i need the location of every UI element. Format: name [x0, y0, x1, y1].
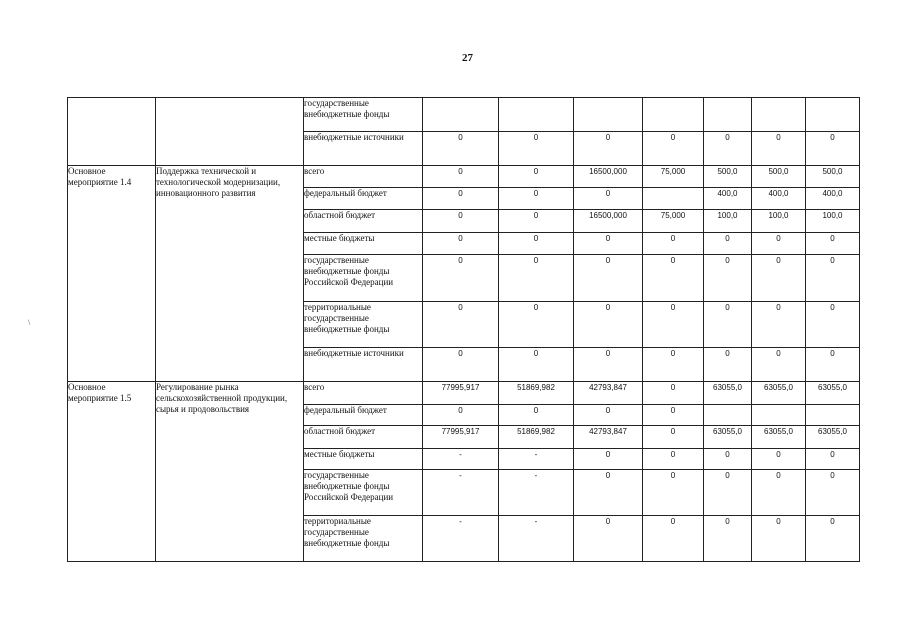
amount-cell: 51869,982	[499, 382, 574, 405]
amount-cell: 400,0	[704, 188, 752, 210]
amount-cell	[643, 188, 704, 210]
activity-description-cell: Поддержка технической и технологической модернизации, инновационного развития	[156, 166, 304, 382]
amount-cell	[704, 405, 752, 426]
funding-source-cell: внебюджетные источники	[304, 348, 423, 382]
amount-cell	[806, 98, 860, 132]
amount-cell: 0	[704, 449, 752, 470]
activity-name-cell: Основное мероприятие 1.4	[68, 166, 156, 382]
funding-source-cell: местные бюджеты	[304, 449, 423, 470]
funding-source-cell: всего	[304, 166, 423, 188]
table-row	[68, 98, 860, 132]
amount-cell: 500,0	[752, 166, 806, 188]
amount-cell: 0	[752, 348, 806, 382]
amount-cell: 63055,0	[704, 426, 752, 449]
funding-source-cell: государственные внебюджетные фонды	[304, 98, 423, 132]
amount-cell: 0	[643, 516, 704, 562]
amount-cell: -	[423, 470, 499, 516]
amount-cell: 77995,917	[423, 382, 499, 405]
amount-cell: 500,0	[806, 166, 860, 188]
amount-cell	[499, 98, 574, 132]
amount-cell: -	[423, 516, 499, 562]
amount-cell: 0	[499, 405, 574, 426]
amount-cell: 0	[806, 132, 860, 166]
amount-cell: 63055,0	[806, 382, 860, 405]
amount-cell	[643, 98, 704, 132]
amount-cell	[806, 405, 860, 426]
activity-description-cell: Регулирование рынка сельскохозяйственной продукции, сырья и продовольствия	[156, 382, 304, 562]
amount-cell: 16500,000	[574, 166, 643, 188]
table-row	[68, 166, 860, 188]
funding-source-cell: всего	[304, 382, 423, 405]
amount-cell: 0	[643, 348, 704, 382]
funding-source-cell: государственные внебюджетные фонды Российской Федерации	[304, 255, 423, 302]
amount-cell: 0	[574, 233, 643, 255]
amount-cell	[752, 405, 806, 426]
amount-cell: 0	[806, 302, 860, 348]
amount-cell: 0	[752, 255, 806, 302]
amount-cell: 75,000	[643, 166, 704, 188]
amount-cell: 400,0	[806, 188, 860, 210]
amount-cell: 0	[806, 516, 860, 562]
funding-source-cell: территориальные государственные внебюджетные фонды	[304, 302, 423, 348]
amount-cell: 0	[643, 426, 704, 449]
amount-cell: 0	[423, 405, 499, 426]
amount-cell: -	[499, 470, 574, 516]
table-row	[68, 382, 860, 405]
funding-source-cell: областной бюджет	[304, 210, 423, 233]
amount-cell: 63055,0	[806, 426, 860, 449]
amount-cell: 0	[643, 132, 704, 166]
amount-cell: 0	[704, 302, 752, 348]
amount-cell: -	[423, 449, 499, 470]
amount-cell: 0	[423, 302, 499, 348]
amount-cell: -	[499, 516, 574, 562]
amount-cell: 0	[423, 233, 499, 255]
amount-cell: 0	[643, 302, 704, 348]
amount-cell: 0	[574, 255, 643, 302]
amount-cell: 0	[574, 516, 643, 562]
amount-cell: 0	[574, 348, 643, 382]
amount-cell: 0	[423, 210, 499, 233]
amount-cell: 0	[752, 132, 806, 166]
amount-cell: 100,0	[806, 210, 860, 233]
amount-cell	[704, 98, 752, 132]
amount-cell: 0	[423, 132, 499, 166]
amount-cell: 0	[704, 470, 752, 516]
amount-cell: 0	[704, 233, 752, 255]
amount-cell: 0	[574, 132, 643, 166]
amount-cell: 63055,0	[704, 382, 752, 405]
amount-cell: 0	[752, 302, 806, 348]
amount-cell: 0	[643, 405, 704, 426]
amount-cell: 0	[574, 302, 643, 348]
amount-cell: 0	[704, 516, 752, 562]
amount-cell: 0	[423, 255, 499, 302]
funding-table	[67, 97, 860, 562]
activity-description-cell	[156, 98, 304, 166]
funding-source-cell: государственные внебюджетные фонды Российской Федерации	[304, 470, 423, 516]
amount-cell: 0	[704, 255, 752, 302]
amount-cell: 0	[643, 255, 704, 302]
amount-cell: 63055,0	[752, 382, 806, 405]
amount-cell: 0	[499, 166, 574, 188]
funding-source-cell: федеральный бюджет	[304, 405, 423, 426]
amount-cell: 100,0	[752, 210, 806, 233]
funding-source-cell: областной бюджет	[304, 426, 423, 449]
amount-cell	[423, 98, 499, 132]
amount-cell: 51869,982	[499, 426, 574, 449]
funding-source-cell: территориальные государственные внебюджетные фонды	[304, 516, 423, 562]
amount-cell: 0	[423, 166, 499, 188]
amount-cell: 75,000	[643, 210, 704, 233]
amount-cell: 0	[499, 132, 574, 166]
funding-source-cell: внебюджетные источники	[304, 132, 423, 166]
amount-cell: 42793,847	[574, 426, 643, 449]
amount-cell: 0	[574, 188, 643, 210]
amount-cell: 0	[643, 382, 704, 405]
amount-cell: 0	[499, 302, 574, 348]
funding-source-cell: федеральный бюджет	[304, 188, 423, 210]
activity-name-cell	[68, 98, 156, 166]
scan-mark: \	[28, 318, 31, 327]
amount-cell: 0	[806, 470, 860, 516]
amount-cell: -	[499, 449, 574, 470]
amount-cell: 0	[423, 348, 499, 382]
amount-cell: 0	[574, 405, 643, 426]
amount-cell: 400,0	[752, 188, 806, 210]
amount-cell	[574, 98, 643, 132]
amount-cell: 0	[499, 188, 574, 210]
page-number: 27	[462, 52, 473, 64]
amount-cell: 63055,0	[752, 426, 806, 449]
funding-source-cell: местные бюджеты	[304, 233, 423, 255]
amount-cell: 0	[806, 233, 860, 255]
amount-cell: 16500,000	[574, 210, 643, 233]
amount-cell: 0	[752, 233, 806, 255]
amount-cell: 0	[806, 255, 860, 302]
amount-cell: 0	[643, 233, 704, 255]
amount-cell: 0	[574, 470, 643, 516]
amount-cell: 0	[752, 470, 806, 516]
amount-cell: 0	[806, 449, 860, 470]
amount-cell: 0	[499, 255, 574, 302]
amount-cell: 0	[643, 470, 704, 516]
amount-cell: 42793,847	[574, 382, 643, 405]
amount-cell: 0	[752, 449, 806, 470]
amount-cell: 0	[499, 233, 574, 255]
amount-cell: 0	[423, 188, 499, 210]
amount-cell: 0	[704, 132, 752, 166]
amount-cell: 500,0	[704, 166, 752, 188]
activity-name-cell: Основное мероприятие 1.5	[68, 382, 156, 562]
amount-cell: 77995,917	[423, 426, 499, 449]
amount-cell: 0	[806, 348, 860, 382]
amount-cell: 100,0	[704, 210, 752, 233]
amount-cell: 0	[574, 449, 643, 470]
amount-cell: 0	[643, 449, 704, 470]
amount-cell	[752, 98, 806, 132]
amount-cell: 0	[499, 348, 574, 382]
amount-cell: 0	[752, 516, 806, 562]
amount-cell: 0	[704, 348, 752, 382]
amount-cell: 0	[499, 210, 574, 233]
